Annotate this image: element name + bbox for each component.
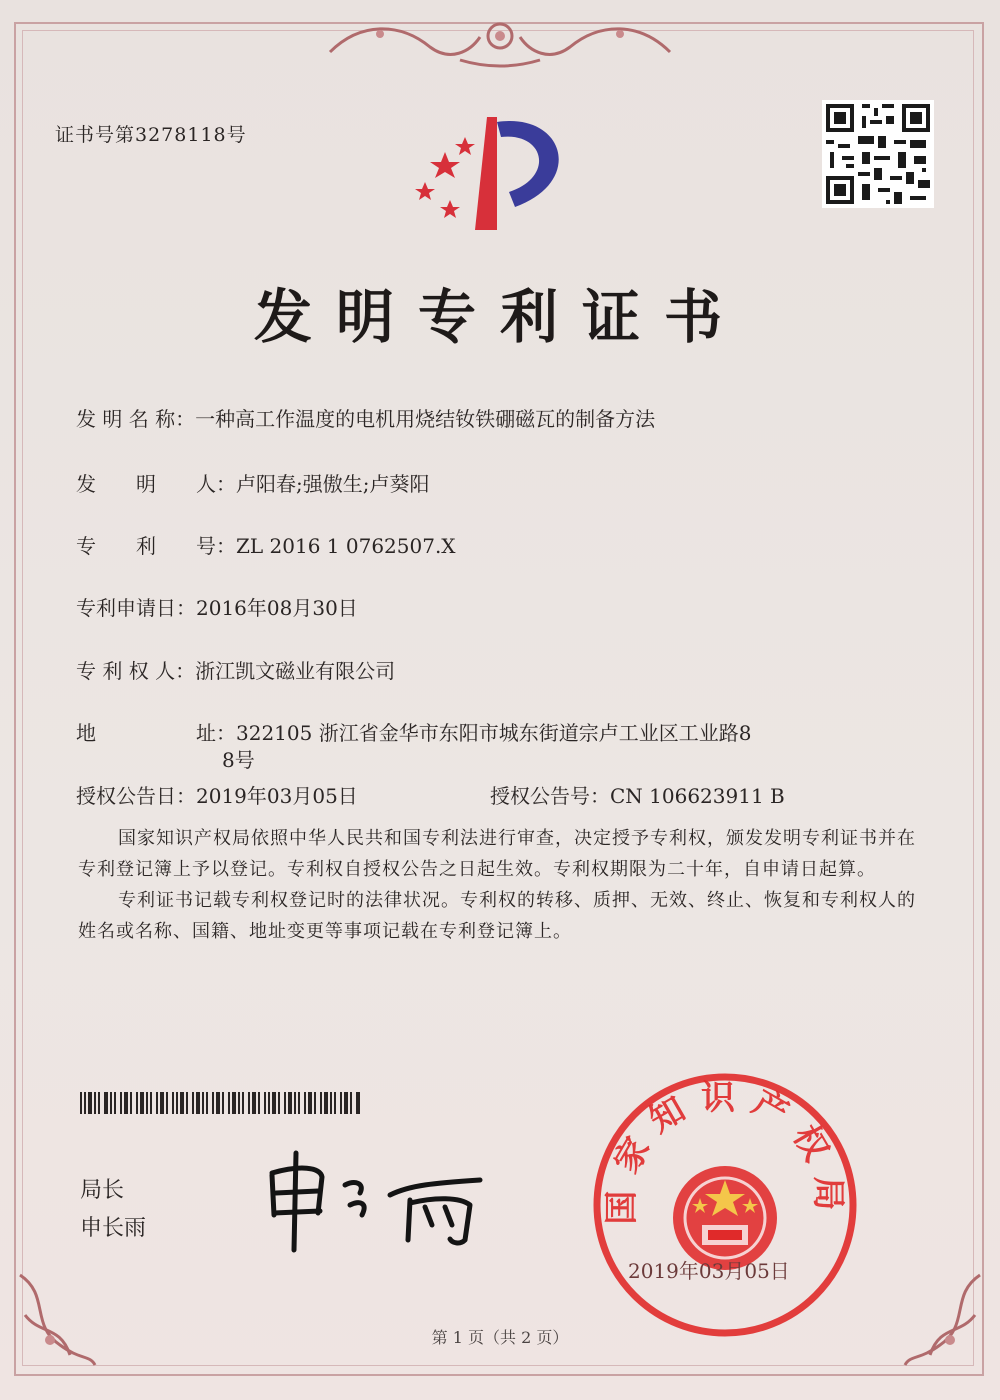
- field-patent-number: [76, 530, 456, 559]
- grant-number-value: CN 106623911 B: [610, 784, 785, 808]
- qr-code: [822, 100, 934, 208]
- body-paragraph-1: 国家知识产权局依照中华人民共和国专利法进行审查，决定授予专利权，颁发发明专利证书并在专利登记簿上予以登记。专利权自授权公告之日起生效。专利权期限为二十年，自申请日起算。: [78, 828, 916, 880]
- field-address-continuation: [222, 744, 255, 773]
- field-grant-date: [76, 780, 358, 809]
- director-signature: [260, 1145, 500, 1255]
- director-name: 申长雨: [80, 1216, 147, 1241]
- bottom-left-ornament: [10, 1265, 100, 1375]
- patent-number-value: ZL 2016 1 0762507.X: [236, 534, 456, 558]
- body-paragraph-2: 专利证书记载专利权登记时的法律状况。专利权的转移、质押、无效、终止、恢复和专利权人的姓名或名称、国籍、地址变更等事项记载在专利登记簿上。: [78, 890, 916, 942]
- certificate-title: 发明专利证书: [253, 283, 746, 351]
- grant-number-label: 授权公告号：: [490, 784, 610, 808]
- patentee-label: 专 利 权 人：: [76, 659, 196, 683]
- patentee-value: 浙江凯文磁业有限公司: [195, 659, 396, 683]
- field-application-date: [76, 592, 358, 621]
- field-invention-name: [76, 403, 655, 432]
- field-patentee: [76, 655, 395, 684]
- grant-date-label: 授权公告日：: [76, 784, 196, 808]
- certificate-body: [78, 823, 918, 947]
- grant-date-value: 2019年03月05日: [196, 784, 358, 808]
- bottom-right-ornament: [900, 1265, 990, 1375]
- field-address: [76, 717, 751, 746]
- certificate-number: 证书号第3278118号: [55, 124, 247, 146]
- inventor-label: 发 明 人：: [76, 472, 236, 496]
- patent-number-label: 专 利 号：: [76, 534, 236, 558]
- address-label: 地 址：: [76, 721, 236, 745]
- barcode: [80, 1092, 360, 1114]
- address-value-line1: 322105 浙江省金华市东阳市城东街道宗卢工业区工业路8: [236, 721, 752, 745]
- patent-office-logo: [405, 112, 580, 237]
- field-inventor: [76, 468, 429, 497]
- invention-name-label: 发 明 名 称：: [76, 407, 196, 431]
- director-title: 局长: [80, 1178, 125, 1203]
- page-number: 第 1 页（共 2 页）: [431, 1328, 569, 1347]
- address-value-line2: 8号: [222, 748, 255, 772]
- inventor-value: 卢阳春;强傲生;卢葵阳: [236, 472, 430, 496]
- field-grant-number: [490, 780, 785, 809]
- seal-text: 国家知识产权局: [601, 1077, 849, 1225]
- top-center-ornament: [320, 12, 680, 72]
- seal-date: 2019年03月05日: [628, 1259, 790, 1283]
- official-seal: [590, 1070, 860, 1340]
- application-date-label: 专利申请日：: [76, 596, 196, 620]
- application-date-value: 2016年08月30日: [196, 596, 358, 620]
- director-block: [80, 1172, 146, 1248]
- invention-name-value: 一种高工作温度的电机用烧结钕铁硼磁瓦的制备方法: [195, 407, 656, 431]
